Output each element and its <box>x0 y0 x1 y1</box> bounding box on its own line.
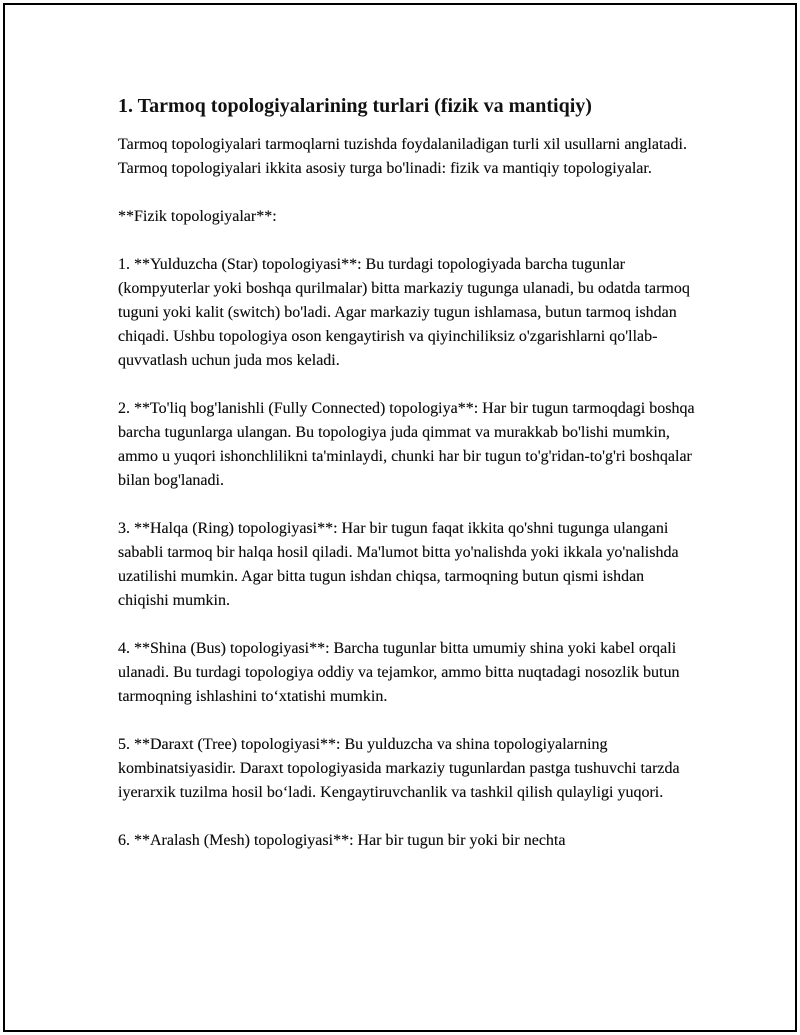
paragraph-tree-topology: 5. **Daraxt (Tree) topologiyasi**: Bu yulduzcha va shina topologiyalarning kombinatsiyasidir. Daraxt topologiyasida markaziy tugunlardan pastga tushuvchi tarzda iyerarxik tuzilma hosil bo‘ladi. Kengaytiruvchanlik va tashkil qilish qulayligi yuqori. <box>118 736 680 801</box>
document-heading: 1. Tarmoq topologiyalarining turlari (fizik va mantiqiy) <box>118 95 592 117</box>
paragraph-mesh-topology: 6. **Aralash (Mesh) topologiyasi**: Har bir tugun bir yoki bir nechta <box>118 832 566 849</box>
document-body <box>118 93 698 877</box>
paragraph-ring-topology: 3. **Halqa (Ring) topologiyasi**: Har bir tugun faqat ikkita qo'shni tugunga ulangani sababli tarmoq bir halqa hosil qiladi. Ma'lumot bitta yo'nalishda yoki ikkala yo'nalishda uzatilishi mumkin. Agar bitta tugun ishdan chiqsa, tarmoqning butun qismi ishdan chiqishi mumkin. <box>118 520 679 609</box>
paragraph-star-topology: 1. **Yulduzcha (Star) topologiyasi**: Bu turdagi topologiyada barcha tugunlar (kompyuterlar yoki boshqa qurilmalar) bitta markaziy tugunga ulanadi, bu odatda tarmoq tuguni yoki kalit (switch) bo'ladi. Agar markaziy tugun ishlamasa, butun tarmoq ishdan chiqadi. Ushbu topologiya oson kengaytirish va qiyinchiliksiz o'zgarishlarni qo'llab-quvvatlash uchun juda mos keladi. <box>118 256 690 369</box>
paragraph-fully-connected-topology: 2. **To'liq bog'lanishli (Fully Connected) topologiya**: Har bir tugun tarmoqdagi boshqa barcha tugunlarga ulangan. Bu topologiya juda qimmat va murakkab bo'lishi mumkin, ammo u yuqori ishonchlilikni ta'minlaydi, chunki har bir tugun to'g'ridan-to'g'ri boshqalar bilan bog'lanadi. <box>118 400 695 489</box>
intro-paragraph: Tarmoq topologiyalari tarmoqlarni tuzishda foydalaniladigan turli xil usullarni anglatadi. Tarmoq topologiyalari ikkita asosiy turga bo'linadi: fizik va mantiqiy topologiyalar. <box>118 136 687 177</box>
section-label-physical-topologies: **Fizik topologiyalar**: <box>118 208 277 225</box>
paragraph-bus-topology: 4. **Shina (Bus) topologiyasi**: Barcha tugunlar bitta umumiy shina yoki kabel orqali ulanadi. Bu turdagi topologiya oddiy va tejamkor, ammo bitta nuqtadagi nosozlik butun tarmoqning ishlashini to‘xtatishi mumkin. <box>118 640 680 705</box>
